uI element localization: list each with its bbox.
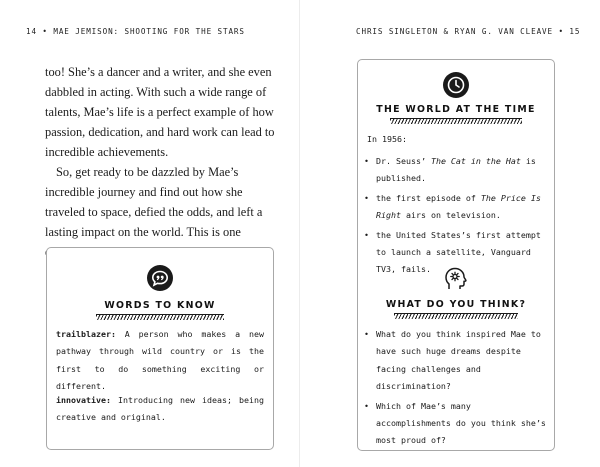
hatched-rule [96, 314, 224, 320]
body-paragraph-2: So, get ready to be dazzled by Mae’s incredible journey and find out how she traveled to space, defied the odds, and left a lasting impact on the world. This is one [45, 165, 263, 239]
list-item: • the first episode of The Price Is Right airs on television. [364, 190, 550, 225]
what-do-you-think-title: WHAT DO YOU THINK? [385, 299, 527, 310]
hatched-rule [394, 313, 518, 319]
definition-text: Introducing new ideas; being creative and original. [56, 395, 264, 423]
body-paragraph-1: too! She’s a dancer and a writer, and she even dabbled in acting. With such a wide range of talents, Mae’s life is a perfect example of how passion, dedication, and hard work can lead to incredible achievements. [45, 65, 275, 159]
right-running-head: CHRIS SINGLETON & RYAN G. VAN CLEAVE • 15 [356, 27, 581, 36]
definition-innovative [56, 392, 264, 427]
term-label: innovative: [56, 395, 111, 405]
world-intro: In 1956: [367, 134, 407, 144]
list-item: • Which of Mae’s many accomplishments do you think she’s most proud of? [364, 398, 550, 450]
head-gear-icon [442, 265, 468, 297]
speech-bubble-quote-icon [147, 265, 173, 291]
list-item: • the United States’s first attempt to launch a satellite, Vanguard TV3, fails. [364, 227, 550, 279]
left-body-text [45, 62, 277, 262]
world-events-list [364, 153, 550, 281]
words-to-know-banner [89, 300, 231, 320]
definition-text: A person who makes a new pathway through wild country or is the first to do something exciting or different. [56, 329, 264, 392]
list-item: • Dr. Seuss’ The Cat in the Hat is published. [364, 153, 550, 188]
clock-icon [443, 72, 469, 98]
term-label: trailblazer: [56, 329, 116, 339]
questions-list [364, 326, 550, 452]
definition-trailblazer [56, 326, 264, 396]
world-at-the-time-banner [378, 104, 534, 124]
words-to-know-box [46, 247, 274, 450]
hatched-rule [390, 118, 522, 124]
words-to-know-title: WORDS TO KNOW [104, 300, 216, 311]
right-page [300, 0, 600, 467]
what-do-you-think-banner [378, 299, 534, 319]
world-at-the-time-title: THE WORLD AT THE TIME [376, 104, 536, 115]
sidebar-box [357, 59, 555, 451]
left-running-head: 14 • MAE JEMISON: SHOOTING FOR THE STARS [26, 27, 245, 36]
list-item: • What do you think inspired Mae to have such huge dreams despite facing challenges and discrimination? [364, 326, 550, 396]
